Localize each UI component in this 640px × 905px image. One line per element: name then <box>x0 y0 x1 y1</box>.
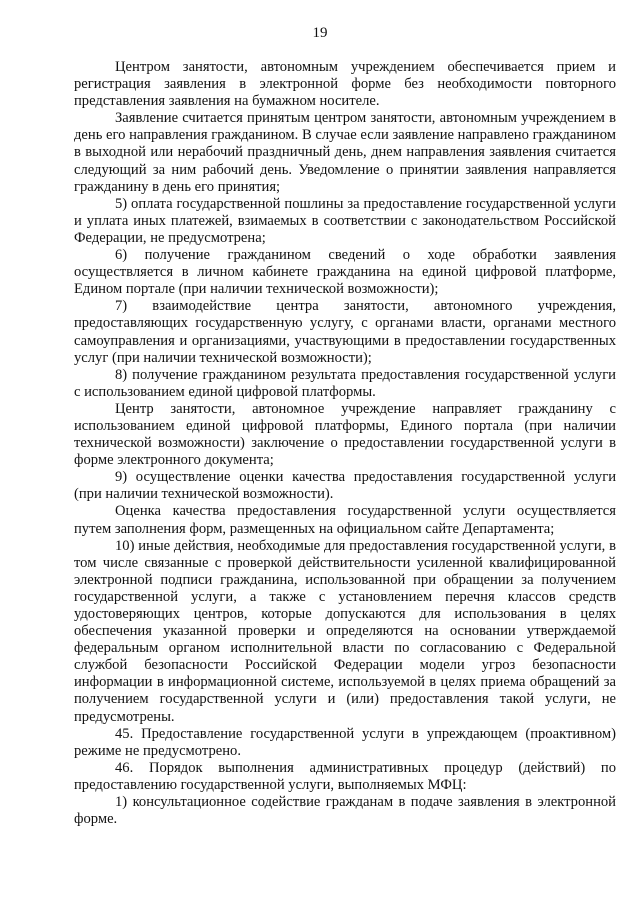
document-body <box>74 59 616 828</box>
paragraph: 1) консультационное содействие гражданам в подаче заявления в электронной форме. <box>74 794 616 828</box>
paragraph: 7) взаимодействие центра занятости, автономного учреждения, предоставляющих государственную услугу, с органами власти, органами местного самоуправления и организациями, участвующими в предоставлении государственных услуг (при наличии технической возможности); <box>74 298 616 366</box>
paragraph: Заявление считается принятым центром занятости, автономным учреждением в день его направления гражданином. В случае если заявление направлено гражданином в выходной или нерабочий праздничный день, днем направления заявления считается следующий за ним рабочий день. Уведомление о принятии заявления направляется гражданину в день его принятия; <box>74 110 616 195</box>
paragraph: Центром занятости, автономным учреждением обеспечивается прием и регистрация заявления в электронной форме без необходимости повторного представления заявления на бумажном носителе. <box>74 59 616 110</box>
paragraph: 5) оплата государственной пошлины за предоставление государственной услуги и уплата иных платежей, взимаемых в соответствии с законодательством Российской Федерации, не предусмотрена; <box>74 195 616 246</box>
paragraph: 8) получение гражданином результата предоставления государственной услуги с использованием единой цифровой платформы. <box>74 366 616 400</box>
paragraph: 6) получение гражданином сведений о ходе обработки заявления осуществляется в личном кабинете гражданина на единой цифровой платформе, Едином портале (при наличии технической возможности); <box>74 247 616 298</box>
paragraph: Оценка качества предоставления государственной услуги осуществляется путем заполнения форм, размещенных на официальном сайте Департамента; <box>74 503 616 537</box>
paragraph: 9) осуществление оценки качества предоставления государственной услуги (при наличии технической возможности). <box>74 469 616 503</box>
paragraph: 45. Предоставление государственной услуги в упреждающем (проактивном) режиме не предусмотрено. <box>74 725 616 759</box>
paragraph: Центр занятости, автономное учреждение направляет гражданину с использованием единой цифровой платформы, Единого портала (при наличии технической возможности) заключение о предоставлении государственной услуги в форме электронного документа; <box>74 400 616 469</box>
paragraph: 10) иные действия, необходимые для предоставления государственной услуги, в том числе связанные с проверкой действительности усиленной квалифицированной электронной подписи гражданина, использованной при обращении за получением государственной услуги, а также с установлением перечня классов средств удостоверяющих центров, которые допускаются для использования в целях обеспечения указанной проверки и определяются на основании утверждаемой федеральным органом исполнительной власти по согласованию с Федеральной службой безопасности Российской Федерации модели угроз безопасности информации в информационной системе, используемой в целях приема обращений за получением государственной услуги и (или) предоставления такой услуги, не предусмотрены. <box>74 537 616 725</box>
page-number: 19 <box>312 25 328 41</box>
paragraph: 46. Порядок выполнения административных процедур (действий) по предоставлению государственной услуги, выполняемых МФЦ: <box>74 759 616 793</box>
